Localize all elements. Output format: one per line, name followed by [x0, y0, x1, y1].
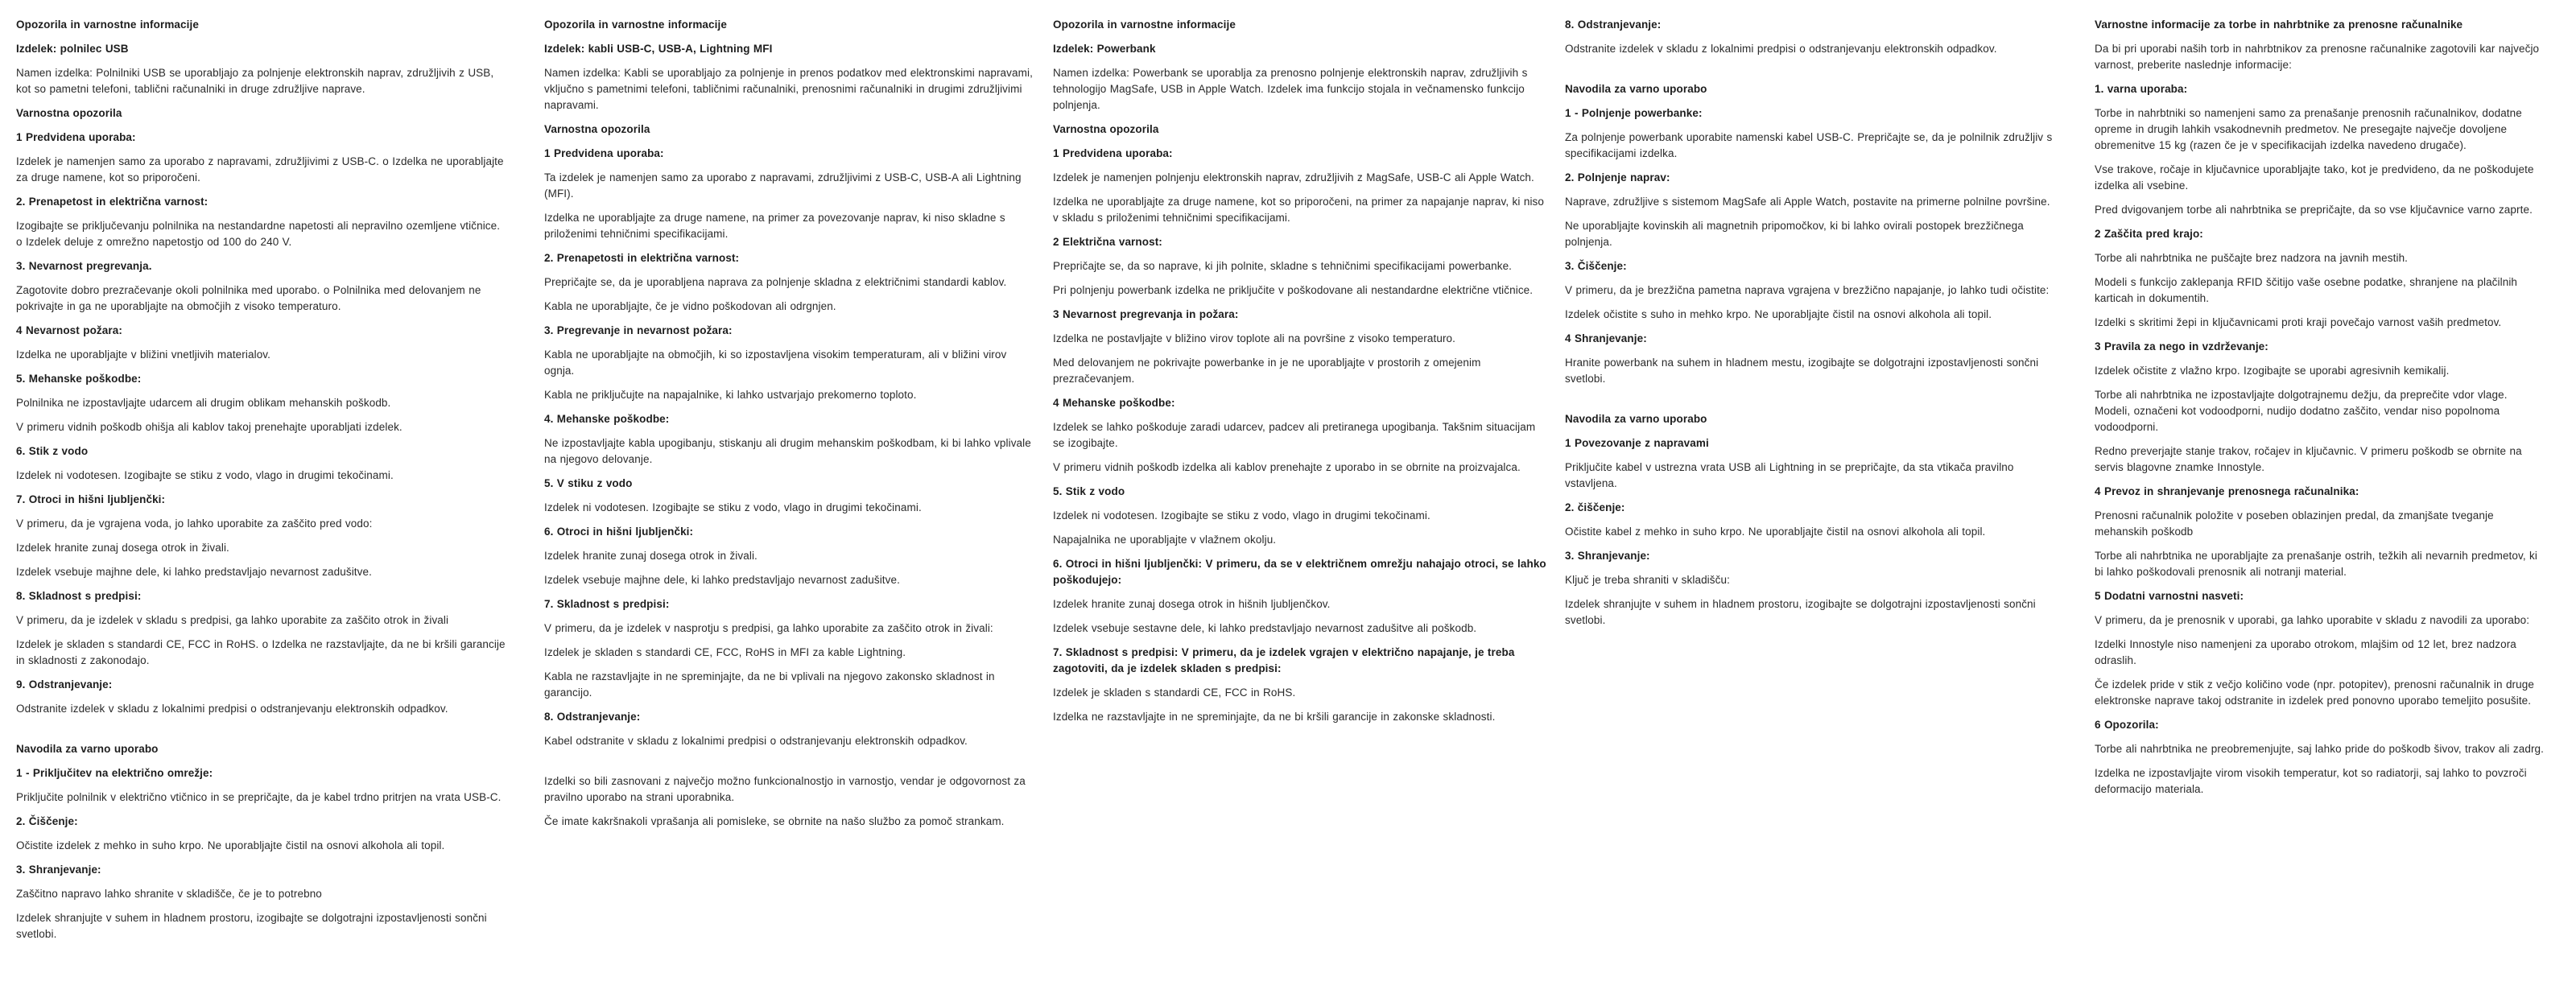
column-cables — [544, 17, 1037, 838]
paragraph: Odstranite izdelek v skladu z lokalnimi predpisi o odstranjevanju elektronskih odpadkov. — [16, 703, 448, 715]
section-spacer — [1565, 65, 2061, 81]
paragraph: Za polnjenje powerbank uporabite namenski kabel USB-C. Prepričajte se, da je polnilnik združljiv s specifikacijami izdelka. — [1565, 131, 2053, 159]
paragraph: Izdelki so bili zasnovani z največjo možno funkcionalnostjo in varnostjo, vendar je odgovornost za pravilno uporabo na strani uporabnika. — [544, 775, 1026, 803]
paragraph: Kabla ne priključujte na napajalnike, ki lahko ustvarjajo prekomerno toploto. — [544, 389, 917, 401]
paragraph: Naprave, združljive s sistemom MagSafe ali Apple Watch, postavite na primerne polnilne površine. — [1565, 196, 2050, 208]
paragraph: Izdelek hranite zunaj dosega otrok in živali. — [544, 550, 758, 562]
section-heading: 1 Predvidena uporaba: — [16, 131, 136, 143]
paragraph: Med delovanjem ne pokrivajte powerbanke in je ne uporabljajte v prostorih z omejenim prezračevanjem. — [1053, 357, 1481, 385]
section-heading: 7. Otroci in hišni ljubljenčki: — [16, 493, 166, 505]
section-heading: 7. Skladnost s predpisi: — [544, 598, 670, 610]
section-heading: 1 Predvidena uporaba: — [544, 147, 664, 159]
column-powerbank — [1053, 17, 1549, 733]
section-heading: 8. Skladnost s predpisi: — [16, 590, 142, 602]
paragraph: Kabla ne uporabljajte na območjih, ki so izpostavljena visokim temperaturam, ali v bližini virov ognja. — [544, 348, 1007, 377]
paragraph: Izdelek je skladen s standardi CE, FCC in RoHS. — [1053, 686, 1296, 699]
section-heading: 4. Mehanske poškodbe: — [544, 413, 670, 425]
section-heading: 2. čiščenje: — [1565, 501, 1625, 513]
paragraph: Prenosni računalnik položite v poseben oblazinjen predal, da zmanjšate tveganje mehanskih poškodb — [2095, 509, 2494, 538]
section-heading: 3 Nevarnost pregrevanja in požara: — [1053, 308, 1239, 320]
section-heading: 2. Čiščenje: — [16, 815, 78, 827]
paragraph: Modeli s funkcijo zaklepanja RFID ščitijo vaše osebne podatke, shranjene na plačilnih karticah in dokumentih. — [2095, 276, 2518, 304]
section-heading: 9. Odstranjevanje: — [16, 678, 113, 691]
paragraph: Ne uporabljajte kovinskih ali magnetnih pripomočkov, ki bi lahko ovirali postopek brezžičnega polnjenja. — [1565, 220, 2024, 248]
section-heading: 6. Stik z vodo — [16, 445, 89, 457]
paragraph: Izdelka ne razstavljajte in ne spreminjajte, da ne bi kršili garancije in zakonske skladnosti. — [1053, 711, 1496, 723]
paragraph: Izdelek je namenjen polnjenju elektronskih naprav, združljivih z MagSafe, USB-C ali Apple Watch. — [1053, 171, 1534, 183]
section-heading: 4 Prevoz in shranjevanje prenosnega računalnika: — [2095, 485, 2359, 497]
paragraph: Izdelek je skladen s standardi CE, FCC, RoHS in MFI za kable Lightning. — [544, 646, 906, 658]
paragraph: V primeru vidnih poškodb izdelka ali kablov prenehajte z uporabo in se obrnite na proizvajalca. — [1053, 461, 1521, 473]
column-usage-instructions — [1565, 17, 2061, 637]
section-heading: 8. Odstranjevanje: — [1565, 19, 1662, 31]
paragraph: Izdelek je skladen s standardi CE, FCC in RoHS. o Izdelka ne razstavljajte, da ne bi kršili garancije in skladnosti z zakonodajo. — [16, 638, 506, 666]
paragraph: V primeru vidnih poškodb ohišja ali kablov takoj prenehajte uporabljati izdelek. — [16, 421, 402, 433]
paragraph: Zaščitno napravo lahko shranite v skladišče, če je to potrebno — [16, 888, 322, 900]
paragraph: V primeru, da je brezžična pametna naprava vgrajena v brezžično napajanje, jo lahko tudi očistite: — [1565, 284, 2050, 296]
section-heading: 1. varna uporaba: — [2095, 83, 2188, 95]
paragraph: Izdelek ni vodotesen. Izogibajte se stiku z vodo, vlago in drugimi tekočinami. — [1053, 509, 1430, 522]
paragraph: Torbe ali nahrbtnika ne puščajte brez nadzora na javnih mestih. — [2095, 252, 2409, 264]
section-heading: Varnostna opozorila — [544, 123, 650, 135]
paragraph: V primeru, da je izdelek v skladu s predpisi, ga lahko uporabite za zaščito otrok in živali — [16, 614, 449, 626]
section-heading: 2. Polnjenje naprav: — [1565, 171, 1670, 183]
paragraph: V primeru, da je prenosnik v uporabi, ga lahko uporabite v skladu z navodili za uporabo: — [2095, 614, 2530, 626]
section-heading: Varnostna opozorila — [1053, 123, 1159, 135]
section-heading: Navodila za varno uporabo — [16, 743, 159, 755]
section-heading: 6. Otroci in hišni ljubljenčki: V primeru, da se v električnem omrežju nahajajo otroci, se lahko poškodujejo: — [1053, 558, 1546, 586]
paragraph: Izdelek se lahko poškoduje zaradi udarcev, padcev ali pretiranega upogibanja. Takšnim situacijam se izogibajte. — [1053, 421, 1536, 449]
paragraph: Torbe ali nahrbtnika ne izpostavljajte dolgotrajnemu dežju, da preprečite vdor vlage. Modeli, označeni kot vodoodporni, nudijo dodatno zaščito, vendar niso popolnoma vodoodporni. — [2095, 389, 2508, 433]
paragraph: Vse trakove, ročaje in ključavnice uporabljajte tako, kot je predvideno, da ne poškodujete izdelka ali vsebine. — [2095, 163, 2534, 192]
paragraph: V primeru, da je izdelek v nasprotju s predpisi, ga lahko uporabite za zaščito otrok in živali: — [544, 622, 993, 634]
section-heading: Izdelek: Powerbank — [1053, 43, 1156, 55]
section-heading: 3. Pregrevanje in nevarnost požara: — [544, 324, 733, 336]
paragraph: Izdelek očistite z vlažno krpo. Izogibajte se uporabi agresivnih kemikalij. — [2095, 365, 2450, 377]
paragraph: Kabla ne razstavljajte in ne spreminjajte, da ne bi vplivali na njegovo zakonsko skladnost in garancijo. — [544, 670, 995, 699]
section-heading: Izdelek: kabli USB-C, USB-A, Lightning MFI — [544, 43, 773, 55]
paragraph: Redno preverjajte stanje trakov, ročajev in ključavnic. V primeru poškodb se obrnite na servis blagovne znamke Innostyle. — [2095, 445, 2522, 473]
section-heading: 6. Otroci in hišni ljubljenčki: — [544, 526, 694, 538]
paragraph: Pri polnjenju powerbank izdelka ne priključite v poškodovane ali nestandardne električne vtičnice. — [1053, 284, 1534, 296]
section-heading: Varnostne informacije za torbe in nahrbtnike za prenosne računalnike — [2095, 19, 2463, 31]
paragraph: Prepričajte se, da so naprave, ki jih polnite, skladne s tehničnimi specifikacijami powerbanke. — [1053, 260, 1513, 272]
section-heading: 4 Nevarnost požara: — [16, 324, 122, 336]
section-heading: Navodila za varno uporabo — [1565, 83, 1707, 95]
paragraph: Pred dvigovanjem torbe ali nahrbtnika se prepričajte, da so vse ključavnice varno zaprte. — [2095, 204, 2533, 216]
paragraph: Izdelek očistite s suho in mehko krpo. Ne uporabljajte čistil na osnovi alkohola ali topil. — [1565, 308, 1992, 320]
section-heading: Izdelek: polnilec USB — [16, 43, 129, 55]
paragraph: Izdelek hranite zunaj dosega otrok in hišnih ljubljenčkov. — [1053, 598, 1331, 610]
section-heading: Navodila za varno uporabo — [1565, 413, 1707, 425]
paragraph: Ne izpostavljajte kabla upogibanju, stiskanju ali drugim mehanskim poškodbam, ki bi lahko vplivale na njegovo delovanje. — [544, 437, 1031, 465]
section-heading: 2. Prenapetosti in električna varnost: — [544, 252, 740, 264]
paragraph: Izdelka ne uporabljajte za druge namene, na primer za povezovanje naprav, ki niso skladne s priloženimi tehničnimi specifikacijami. — [544, 212, 1005, 240]
paragraph: Izdelek shranjujte v suhem in hladnem prostoru, izogibajte se dolgotrajni izpostavljenosti sončni svetlobi. — [16, 912, 487, 940]
section-heading: 3. Shranjevanje: — [1565, 550, 1650, 562]
paragraph: Izdelek ni vodotesen. Izogibajte se stiku z vodo, vlago in drugimi tekočinami. — [544, 501, 922, 513]
section-spacer — [16, 725, 509, 741]
paragraph: Torbe in nahrbtniki so namenjeni samo za prenašanje prenosnih računalnikov, dodatne opreme in drugih lahkih vsakodnevnih predmetov. Ne presegajte največje dovoljene obremenitve 15 kg (razen če je v specifikacijah izdelka navedeno drugače). — [2095, 107, 2522, 151]
section-heading: Opozorila in varnostne informacije — [16, 19, 199, 31]
column-laptop-bags — [2095, 17, 2545, 806]
section-spacer — [544, 757, 1037, 773]
paragraph: Hranite powerbank na suhem in hladnem mestu, izogibajte se dolgotrajni izpostavljenosti sončni svetlobi. — [1565, 357, 2039, 385]
section-heading: 1 - Polnjenje powerbanke: — [1565, 107, 1703, 119]
paragraph: Izogibajte se priključevanju polnilnika na nestandardne napetosti ali nepravilno ozemljene vtičnice. o Izdelek deluje z omrežno napetostjo od 100 do 240 V. — [16, 220, 501, 248]
section-heading: Varnostna opozorila — [16, 107, 122, 119]
section-heading: 4 Shranjevanje: — [1565, 332, 1647, 344]
paragraph: Napajalnika ne uporabljajte v vlažnem okolju. — [1053, 534, 1277, 546]
paragraph: Izdelek hranite zunaj dosega otrok in živali. — [16, 542, 229, 554]
section-heading: 4 Mehanske poškodbe: — [1053, 397, 1175, 409]
section-heading: Opozorila in varnostne informacije — [544, 19, 727, 31]
paragraph: Izdelek je namenjen samo za uporabo z napravami, združljivimi z USB-C. o Izdelka ne uporabljajte za druge namene, kot so priporočeni. — [16, 155, 504, 183]
section-heading: 2. Prenapetost in električna varnost: — [16, 196, 208, 208]
section-heading: 2 Električna varnost: — [1053, 236, 1162, 248]
section-heading: 7. Skladnost s predpisi: V primeru, da je izdelek vgrajen v električno napajanje, je treba zagotoviti, da je izdelek skladen s predpisi: — [1053, 646, 1515, 674]
paragraph: Izdelek vsebuje majhne dele, ki lahko predstavljajo nevarnost zadušitve. — [16, 566, 372, 578]
paragraph: Odstranite izdelek v skladu z lokalnimi predpisi o odstranjevanju elektronskih odpadkov. — [1565, 43, 1997, 55]
paragraph: Izdelki s skritimi žepi in ključavnicami proti kraji povečajo varnost vaših predmetov. — [2095, 316, 2502, 328]
paragraph: Če izdelek pride v stik z večjo količino vode (npr. potopitev), prenosni računalnik in druge elektronske naprave takoj odstranite in izdelek pred ponovno uporabo temeljito posušite. — [2095, 678, 2534, 707]
column-usb-charger — [16, 17, 509, 950]
paragraph: Očistite izdelek z mehko in suho krpo. Ne uporabljajte čistil na osnovi alkohola ali topil. — [16, 839, 445, 851]
paragraph: Če imate kakršnakoli vprašanja ali pomisleke, se obrnite na našo službo za pomoč strankam. — [544, 815, 1005, 827]
paragraph: Kabla ne uporabljajte, če je vidno poškodovan ali odrgnjen. — [544, 300, 836, 312]
section-spacer — [1565, 395, 2061, 411]
paragraph: Izdelek vsebuje majhne dele, ki lahko predstavljajo nevarnost zadušitve. — [544, 574, 900, 586]
section-heading: Opozorila in varnostne informacije — [1053, 19, 1236, 31]
paragraph: Izdelek vsebuje sestavne dele, ki lahko predstavljajo nevarnost zadušitve ali poškodb. — [1053, 622, 1477, 634]
paragraph: Namen izdelka: Polnilniki USB se uporabljajo za polnjenje elektronskih naprav, združljivih z USB, kot so pametni telefoni, tablični računalniki in druge združljive naprave. — [16, 67, 494, 95]
paragraph: Namen izdelka: Kabli se uporabljajo za polnjenje in prenos podatkov med elektronskimi napravami, vključno s pametnimi telefoni, tabličnimi računalniki, prenosnimi računalniki in drugimi združljivimi napravami. — [544, 67, 1033, 111]
section-heading: 1 Predvidena uporaba: — [1053, 147, 1173, 159]
paragraph: Kabel odstranite v skladu z lokalnimi predpisi o odstranjevanju elektronskih odpadkov. — [544, 735, 968, 747]
paragraph: Ključ je treba shraniti v skladišču: — [1565, 574, 1730, 586]
section-heading: 3. Shranjevanje: — [16, 864, 101, 876]
paragraph: Izdelka ne uporabljajte v bližini vnetljivih materialov. — [16, 348, 271, 361]
section-heading: 3. Čiščenje: — [1565, 260, 1627, 272]
section-heading: 3 Pravila za nego in vzdrževanje: — [2095, 340, 2268, 353]
section-heading: 3. Nevarnost pregrevanja. — [16, 260, 152, 272]
section-heading: 6 Opozorila: — [2095, 719, 2159, 731]
section-heading: 8. Odstranjevanje: — [544, 711, 641, 723]
paragraph: Da bi pri uporabi naših torb in nahrbtnikov za prenosne računalnike zagotovili kar največjo varnost, preberite naslednje informacije: — [2095, 43, 2540, 71]
paragraph: Zagotovite dobro prezračevanje okoli polnilnika med uporabo. o Polnilnika med delovanjem ne pokrivajte in ga ne uporabljajte na območjih z visoko temperaturo. — [16, 284, 481, 312]
paragraph: Torbe ali nahrbtnika ne uporabljajte za prenašanje ostrih, težkih ali nevarnih predmetov, ki bi lahko poškodovali prenosnik ali notranji material. — [2095, 550, 2538, 578]
paragraph: Izdelki Innostyle niso namenjeni za uporabo otrokom, mlajšim od 12 let, brez nadzora odraslih. — [2095, 638, 2516, 666]
paragraph: Namen izdelka: Powerbank se uporablja za prenosno polnjenje elektronskih naprav, združljivih s tehnologijo MagSafe, USB in Apple Watch. Izdelek ima funkcijo stojala in večnamensko funkcijo polnjenja. — [1053, 67, 1528, 111]
paragraph: Izdelka ne postavljajte v bližino virov toplote ali na površine z visoko temperaturo. — [1053, 332, 1455, 344]
paragraph: Priključite polnilnik v električno vtičnico in se prepričajte, da je kabel trdno pritrjen na vrata USB-C. — [16, 791, 502, 803]
paragraph: Očistite kabel z mehko in suho krpo. Ne uporabljajte čistil na osnovi alkohola ali topil. — [1565, 526, 1986, 538]
section-heading: 5 Dodatni varnostni nasveti: — [2095, 590, 2244, 602]
paragraph: Izdelka ne uporabljajte za druge namene, kot so priporočeni, na primer za napajanje naprav, ki niso v skladu s priloženimi tehničnimi specifikacijami. — [1053, 196, 1545, 224]
paragraph: Izdelka ne izpostavljajte virom visokih temperatur, kot so radiatorji, saj lahko to povzroči deformacijo materiala. — [2095, 767, 2527, 795]
paragraph: Prepričajte se, da je uporabljena naprava za polnjenje skladna z električnimi standardi kablov. — [544, 276, 1007, 288]
section-heading: 1 - Priključitev na električno omrežje: — [16, 767, 213, 779]
paragraph: Ta izdelek je namenjen samo za uporabo z napravami, združljivimi z USB-C, USB-A ali Lightning (MFI). — [544, 171, 1022, 200]
paragraph: Polnilnika ne izpostavljajte udarcem ali drugim oblikam mehanskih poškodb. — [16, 397, 391, 409]
section-heading: 5. Mehanske poškodbe: — [16, 373, 142, 385]
section-heading: 1 Povezovanje z napravami — [1565, 437, 1709, 449]
paragraph: Torbe ali nahrbtnika ne preobremenjujte, saj lahko pride do poškodb šivov, trakov ali zadrg. — [2095, 743, 2545, 755]
section-heading: 5. V stiku z vodo — [544, 477, 633, 489]
paragraph: V primeru, da je vgrajena voda, jo lahko uporabite za zaščito pred vodo: — [16, 517, 373, 530]
section-heading: 2 Zaščita pred krajo: — [2095, 228, 2203, 240]
paragraph: Izdelek ni vodotesen. Izogibajte se stiku z vodo, vlago in drugimi tekočinami. — [16, 469, 394, 481]
paragraph: Priključite kabel v ustrezna vrata USB ali Lightning in se prepričajte, da sta vtikača pravilno vstavljena. — [1565, 461, 2014, 489]
section-heading: 5. Stik z vodo — [1053, 485, 1125, 497]
paragraph: Izdelek shranjujte v suhem in hladnem prostoru, izogibajte se dolgotrajni izpostavljenosti sončni svetlobi. — [1565, 598, 2036, 626]
